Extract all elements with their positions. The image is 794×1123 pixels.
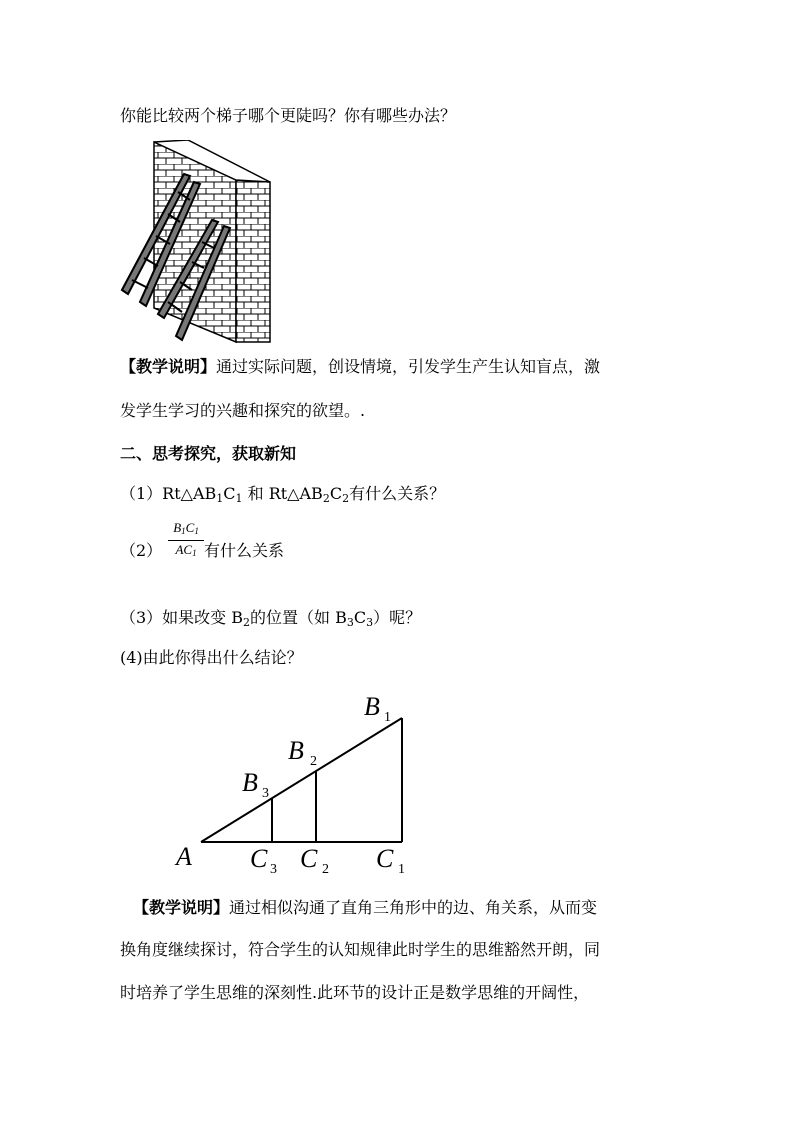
fraction-b1c1-over-ac1 [168,520,204,561]
q3-suffix: ）呢？ [373,608,422,627]
q1-sub2: 1 [235,492,243,505]
question-3 [120,608,421,633]
label-b2: B [288,736,304,765]
q3-c: C [353,608,367,627]
label-c2-sub: 2 [322,862,329,877]
similar-triangles-diagram [170,685,420,880]
note2-line3: 时培养了学生思维的深刻性.此环节的设计正是数学思维的开阔性， [120,983,590,1002]
question-1 [120,484,445,509]
label-b1-sub: 1 [384,710,391,725]
label-c3-sub: 3 [270,862,277,877]
q3-sub2: 3 [346,616,354,629]
q3-sub3: 3 [366,616,374,629]
note1-text1: 通过实际问题，创设情境，引发学生产生认知盲点，激 [216,357,601,376]
q1-suffix: 有什么关系？ [349,484,446,503]
label-a: A [176,842,192,871]
question-2-suffix: 有什么关系 [204,541,285,560]
note2-text1: 通过相似沟通了直角三角形中的边、角关系，从而变 [229,898,598,917]
note1-line2: 发学生学习的兴趣和探究的欲望。. [120,401,366,420]
q1-prefix: （1）Rt△AB [120,484,217,503]
label-c2: C [300,844,318,873]
note1-label: 【教学说明】 [120,357,217,376]
fraction-numerator: B1C1 [168,520,204,541]
note2-line1 [133,898,597,918]
label-c1: C [376,844,394,873]
q1-sub3: 2 [322,492,330,505]
q1-c2: C [329,484,343,503]
label-b2-sub: 2 [310,754,317,769]
label-b3: B [242,768,258,797]
q1-sub4: 2 [342,492,350,505]
label-b3-sub: 3 [262,786,269,801]
label-b1: B [364,692,380,721]
question-4: (4)由此你得出什么结论？ [120,648,303,667]
note2-label: 【教学说明】 [133,898,230,917]
q3-mid: 的位置（如 B [250,608,347,627]
q1-c: C [223,484,236,503]
label-c3: C [250,844,268,873]
question-2-prefix: （2） [120,541,163,560]
note2-line2: 换角度继续探讨，符合学生的认知规律此时学生的思维豁然开朗，同 [120,940,601,959]
q1-mid: 和 Rt△AB [242,484,323,503]
ladder-wall-illustration [118,140,274,344]
label-c1-sub: 1 [398,862,405,877]
note1-line1 [120,357,600,377]
wall-side [236,180,270,342]
fraction-denominator: AC1 [175,542,197,558]
q1-sub1: 1 [216,492,224,505]
question-text: 你能比较两个梯子哪个更陡吗？你有哪些办法？ [120,106,457,125]
q3-prefix: （3）如果改变 B [120,608,244,627]
q3-sub1: 2 [243,616,251,629]
section-title: 二、思考探究，获取新知 [120,444,297,463]
